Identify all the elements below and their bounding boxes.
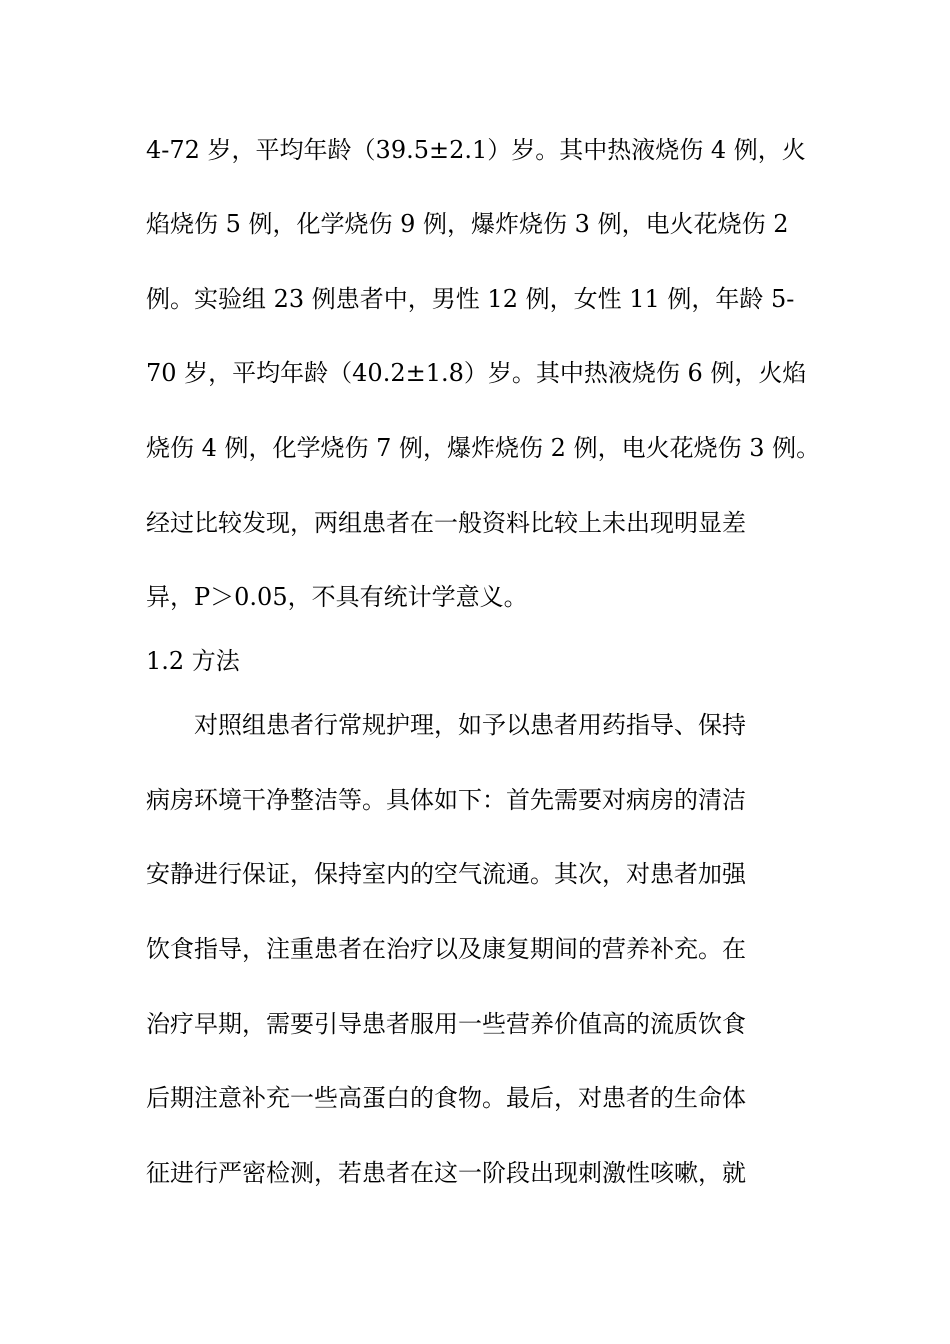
- section-heading: 1.2 方法: [146, 647, 240, 675]
- text-line: 后期注意补充一些高蛋白的食物。最后，对患者的生命体: [146, 1084, 746, 1112]
- text-line: 对照组患者行常规护理，如予以患者用药指导、保持: [194, 711, 746, 739]
- text-line: 征进行严密检测，若患者在这一阶段出现刺激性咳嗽，就: [146, 1159, 746, 1187]
- text-line: 治疗早期，需要引导患者服用一些营养价值高的流质饮食: [146, 1010, 746, 1038]
- text-line: 例。实验组 23 例患者中，男性 12 例，女性 11 例，年龄 5-: [146, 285, 795, 313]
- text-line: 异，P＞0.05，不具有统计学意义。: [146, 583, 528, 611]
- text-line: 病房环境干净整洁等。具体如下：首先需要对病房的清洁: [146, 786, 746, 814]
- text-line: 烧伤 4 例，化学烧伤 7 例，爆炸烧伤 2 例，电火花烧伤 3 例。: [146, 434, 821, 462]
- text-line: 70 岁，平均年龄（40.2±1.8）岁。其中热液烧伤 6 例，火焰: [146, 359, 807, 387]
- text-line: 4-72 岁，平均年龄（39.5±2.1）岁。其中热液烧伤 4 例，火: [146, 136, 806, 164]
- text-line: 饮食指导，注重患者在治疗以及康复期间的营养补充。在: [146, 935, 746, 963]
- text-line: 经过比较发现，两组患者在一般资料比较上未出现明显差: [146, 509, 746, 537]
- text-line: 安静进行保证，保持室内的空气流通。其次，对患者加强: [146, 860, 746, 888]
- text-line: 焰烧伤 5 例，化学烧伤 9 例，爆炸烧伤 3 例，电火花烧伤 2: [146, 210, 789, 238]
